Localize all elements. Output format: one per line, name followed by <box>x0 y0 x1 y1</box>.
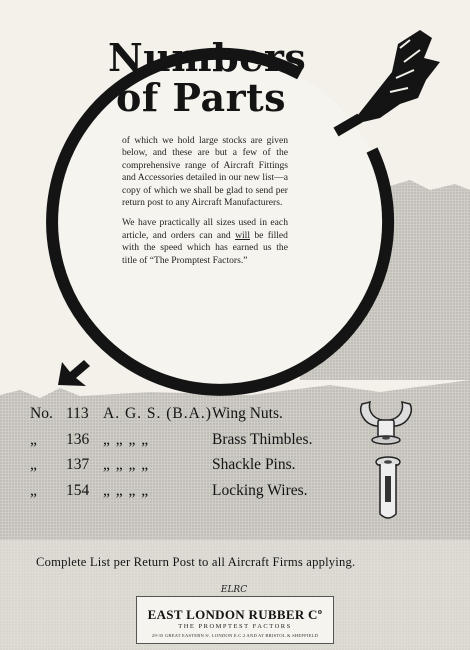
item-name: Wing Nuts. <box>212 405 283 422</box>
intro-paragraph-2-part-a: We have practically all sizes used in each article, and orders can and <box>122 217 288 241</box>
item-name: Shackle Pins. <box>212 456 296 473</box>
intro-paragraph-1: of which we hold large stocks are given below, and these are but a few of the comprehensive range of Aircraft Fittings and Accessories detailed in our new list—a copy of which we shall be glad to send per return post to any Aircraft Manufacturers. <box>122 135 288 209</box>
item-spec: „ „ „ „ <box>103 430 150 448</box>
item-number: 113 <box>66 405 89 422</box>
item-number: 136 <box>66 430 90 448</box>
company-tagline: THE PROMPTEST FACTORS <box>178 623 292 630</box>
item-number: 154 <box>66 481 90 499</box>
shackle-pin-icon <box>376 457 400 518</box>
parts-list-row <box>30 401 360 427</box>
arrow-head-icon <box>58 360 90 386</box>
item-name: Locking Wires. <box>212 481 308 499</box>
item-no-label: „ <box>30 430 37 448</box>
intro-paragraph-2 <box>122 217 288 267</box>
wing-nut-icon <box>361 402 411 444</box>
item-spec: A. G. S. (B.A.) <box>103 405 212 422</box>
parts-list-row <box>30 478 360 504</box>
complete-list-notice: Complete List per Return Post to all Aircraft Firms applying. <box>36 555 356 569</box>
intro-paragraph-2-part-b: be filled with the speed which has earned us the title of “The Promptest Factors.” <box>122 229 288 266</box>
parts-list <box>30 401 360 503</box>
company-name: EAST LONDON RUBBER Cº <box>147 607 323 622</box>
arrow-fletching-icon <box>350 30 440 125</box>
intro-emphasis-will: will <box>235 229 250 241</box>
parts-list-row <box>30 427 360 453</box>
item-number: 137 <box>66 456 90 473</box>
item-no-label: No. <box>30 405 53 422</box>
company-footer <box>136 596 334 644</box>
item-no-label: „ <box>30 481 37 499</box>
company-monogram: ELRC <box>220 585 248 595</box>
item-no-label: „ <box>30 456 37 473</box>
item-spec: „ „ „ „ <box>103 456 150 473</box>
intro-text <box>122 135 288 275</box>
headline-line1: Numbers <box>108 35 307 80</box>
company-address: 29-35 GREAT EASTERN Sᵗ, LONDON E.C.2 AND AT BRISTOL & SHEFFIELD <box>151 633 319 638</box>
parts-list-row <box>30 452 360 478</box>
item-spec: „ „ „ „ <box>103 481 150 499</box>
headline <box>108 35 308 120</box>
headline-line2: of Parts <box>116 75 287 120</box>
item-name: Brass Thimbles. <box>212 430 313 448</box>
